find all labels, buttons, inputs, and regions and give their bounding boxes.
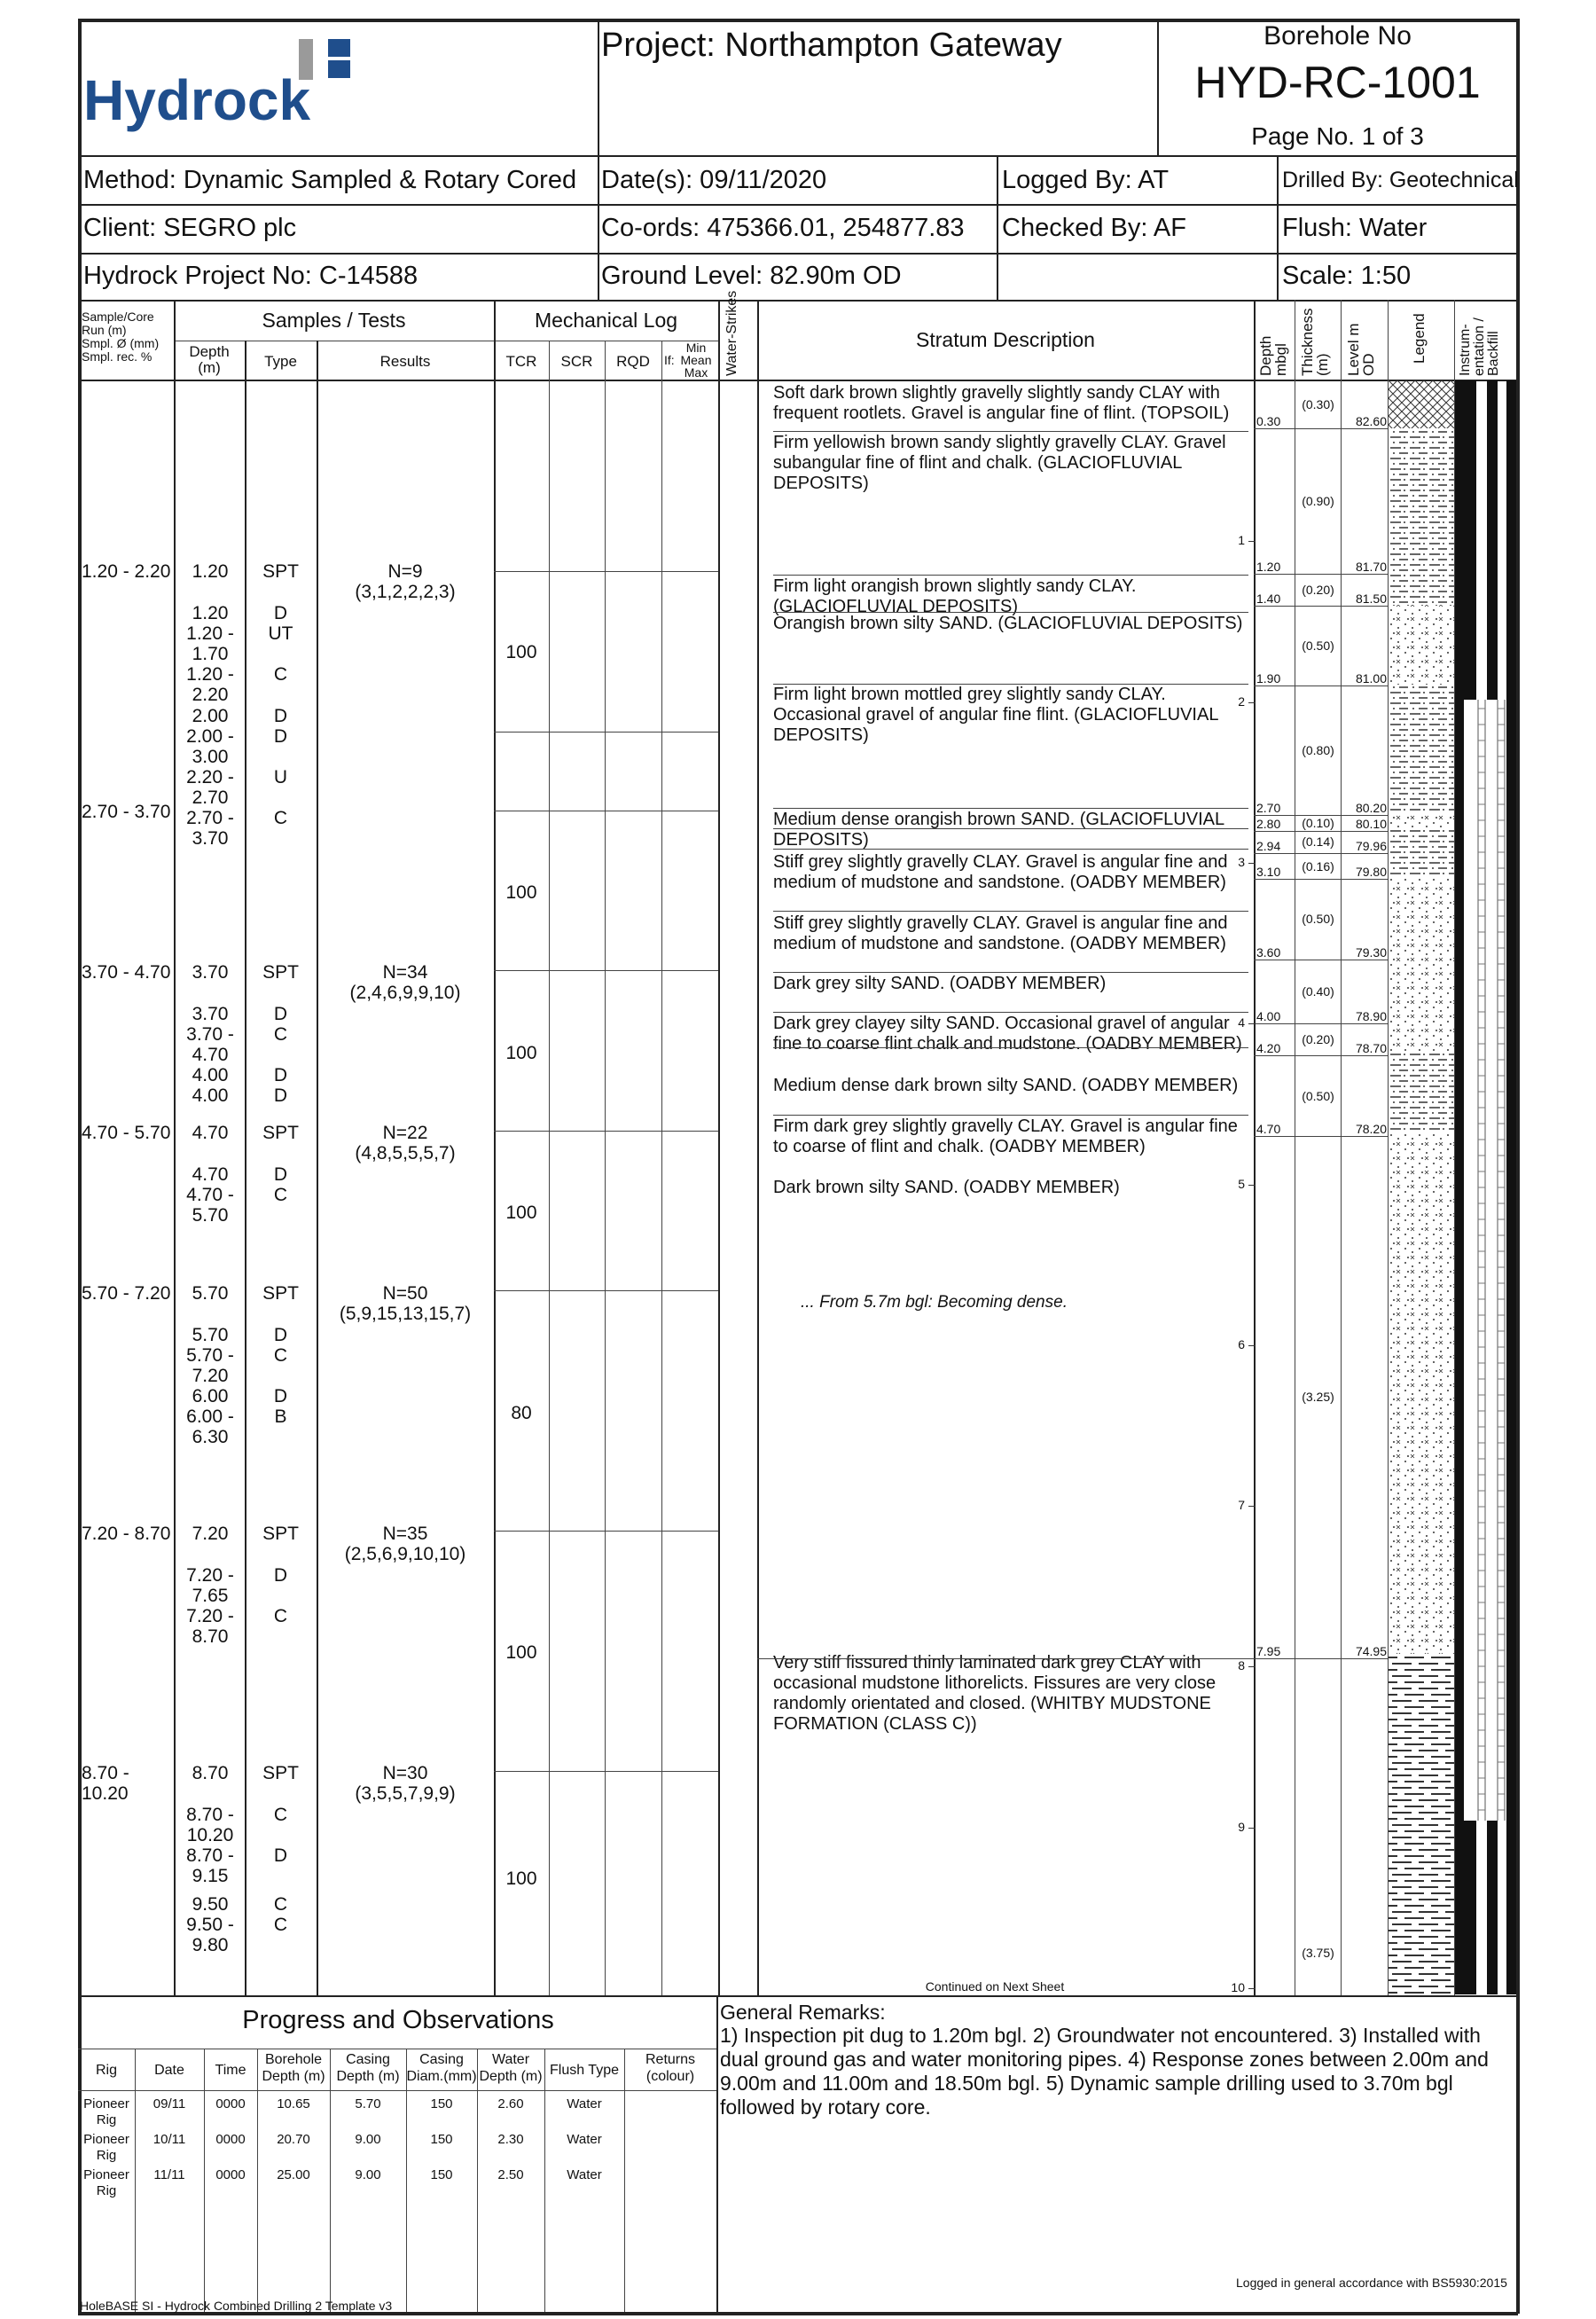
stratum-thickness: (0.20): [1302, 1032, 1334, 1047]
sample-type: D: [273, 726, 288, 747]
sample-result-blows: (3,5,5,7,9,9): [355, 1783, 456, 1804]
sample-result: N=9: [387, 561, 423, 582]
stratum-depth: 7.95: [1256, 1644, 1281, 1659]
stratum-description: Firm dark grey slightly gravelly CLAY. Gravel is angular fine to coarse of flint and chalk. (OADBY MEMBER): [773, 1116, 1238, 1156]
progress-cell: 20.70: [277, 2132, 310, 2147]
sample-depth: 4.00: [192, 1085, 229, 1106]
sample-type: C: [273, 664, 288, 685]
sample-type: D: [273, 1164, 288, 1185]
run-range: 7.20 - 8.70: [82, 1524, 171, 1544]
sample-type: D: [273, 1386, 288, 1406]
sample-type: SPT: [262, 962, 299, 983]
stratum-thickness: (0.14): [1302, 834, 1334, 850]
progress-cell: 150: [430, 2132, 453, 2147]
tcr-value: 80: [511, 1403, 532, 1423]
col-scr: SCR: [560, 353, 593, 370]
sample-type: C: [273, 1805, 288, 1825]
sample-depth: 3.00: [192, 747, 229, 767]
run-range: 1.20 - 2.20: [82, 561, 171, 582]
progress-cell: 10/11: [153, 2132, 186, 2147]
sample-depth: 4.00: [192, 1065, 229, 1085]
col-sample-core-3: Smpl. Ø (mm): [82, 336, 160, 350]
sample-depth: 7.20 -: [186, 1565, 234, 1586]
col-mean: Mean: [680, 353, 712, 367]
drilled-by: Drilled By: Geotechnical: [1282, 168, 1519, 192]
progress-cell: 10.65: [277, 2096, 310, 2111]
col-sample-core-2: Run (m): [82, 323, 127, 337]
depth-tick: [1248, 1345, 1256, 1346]
ground-level: Ground Level: 82.90m OD: [601, 262, 902, 290]
col-results: Results: [379, 353, 431, 370]
run-range: 2.70 - 3.70: [82, 802, 171, 822]
depth-tick: [1248, 541, 1256, 542]
sample-type: D: [273, 603, 288, 623]
stratum-level: 81.50: [1355, 591, 1387, 606]
sample-type: C: [273, 1185, 288, 1205]
stratum-level: 79.30: [1355, 944, 1387, 960]
progress-cell: 0000: [215, 2167, 246, 2182]
sample-type: D: [273, 1565, 288, 1586]
stratum-divider: [773, 911, 1248, 912]
stratum-description: Stiff grey slightly gravelly CLAY. Gravel is angular fine and medium of mudstone and sandstone. (OADBY MEMBER): [773, 913, 1228, 953]
stratum-depth: 1.90: [1256, 671, 1281, 686]
col-sample-core-4: Smpl. rec. %: [82, 349, 153, 364]
sample-depth: 2.00 -: [186, 726, 234, 747]
col-legend: Legend: [1411, 313, 1428, 364]
depth-tick-label: 3: [1238, 854, 1245, 869]
stratum-boundary: [1254, 428, 1388, 429]
stratum-depth: 1.20: [1256, 559, 1281, 574]
stratum-description: Soft dark brown slightly gravelly slightly sandy CLAY with frequent rootlets. Gravel is angular fine of flint. (TOPSOIL): [773, 383, 1230, 423]
col-thickness: Thickness (m): [1299, 308, 1331, 376]
client: Client: SEGRO plc: [83, 214, 297, 242]
sample-depth: 4.70: [192, 1045, 229, 1065]
sample-type: SPT: [262, 561, 299, 582]
stratum-description: Medium dense dark brown silty SAND. (OADBY MEMBER): [773, 1076, 1239, 1095]
run-range: 3.70 - 4.70: [82, 962, 171, 983]
stratum-divider: [773, 849, 1248, 850]
stratum-level: 78.70: [1355, 1041, 1387, 1056]
logo-text: Hydrock: [83, 68, 311, 132]
tcr-value: 100: [505, 1642, 537, 1663]
col-stratum: Stratum Description: [916, 328, 1095, 351]
sample-type: D: [273, 1085, 288, 1106]
sample-depth: 3.70 -: [186, 1024, 234, 1045]
progress-title: Progress and Observations: [242, 2006, 554, 2034]
stratum-thickness: (0.10): [1302, 815, 1334, 830]
depth-tick-label: 8: [1238, 1658, 1245, 1673]
sample-type: B: [274, 1406, 287, 1427]
tcr-value: 100: [505, 882, 537, 903]
progress-header: Returns (colour): [645, 2052, 696, 2084]
stratum-level: 78.20: [1355, 1122, 1387, 1137]
progress-header: Water Depth (m): [479, 2052, 543, 2084]
col-mechanical-log: Mechanical Log: [534, 309, 678, 332]
stratum-description: Medium dense orangish brown SAND. (GLACIOFLUVIAL DEPOSITS): [773, 810, 1224, 850]
logo-blue-block-bottom: [328, 60, 350, 78]
stratum-description: Firm yellowish brown sandy slightly gravelly CLAY. Gravel subangular fine of flint and chalk. (GLACIOFLUVIAL DEPOSITS): [773, 433, 1226, 493]
stratum-depth: 2.70: [1256, 800, 1281, 815]
stratum-divider: [773, 575, 1248, 576]
depth-tick: [1248, 1023, 1256, 1024]
depth-tick: [1248, 702, 1256, 703]
project-no: Hydrock Project No: C-14588: [83, 262, 419, 290]
sample-depth: 9.80: [192, 1935, 229, 1955]
sample-type: C: [273, 1894, 288, 1915]
stratum-description: Firm light orangish brown slightly sandy CLAY. (GLACIOFLUVIAL DEPOSITS): [773, 576, 1137, 616]
sample-result: N=34: [382, 962, 428, 983]
stratum-boundary: [1254, 831, 1388, 832]
stratum-level: 80.10: [1355, 816, 1387, 831]
progress-header: Time: [215, 2063, 246, 2078]
depth-tick-label: 7: [1238, 1498, 1245, 1513]
stratum-description: Very stiff fissured thinly laminated dark grey CLAY with occasional mudstone lithorelicts. Fissures are very close randomly orientated and closed. (WHITBY MUDSTONE FORMATION (CLASS C)): [773, 1653, 1217, 1734]
sample-depth: 6.00: [192, 1386, 229, 1406]
sample-depth: 10.20: [186, 1825, 234, 1845]
sample-result: N=22: [382, 1123, 428, 1143]
stratum-level: 78.90: [1355, 1009, 1387, 1024]
depth-tick-label: 4: [1238, 1015, 1245, 1030]
depth-tick: [1248, 1988, 1256, 1989]
stratum-thickness: (3.25): [1302, 1389, 1334, 1404]
sample-result-blows: (3,1,2,2,2,3): [355, 582, 456, 602]
col-if: If:: [664, 353, 675, 367]
progress-header: Rig: [95, 2063, 117, 2078]
stratum-depth: 4.20: [1256, 1041, 1281, 1056]
progress-cell: 2.60: [497, 2096, 524, 2111]
instrumentation-column: [1455, 380, 1516, 1994]
stratum-thickness: (0.50): [1302, 639, 1334, 654]
sample-depth: 6.30: [192, 1427, 229, 1447]
stratum-depth: 3.10: [1256, 865, 1281, 880]
sample-type: C: [273, 1024, 288, 1045]
progress-cell: 9.00: [355, 2167, 381, 2182]
stratum-thickness: (0.80): [1302, 742, 1334, 757]
run-range: 4.70 - 5.70: [82, 1123, 171, 1143]
col-depth: Depth (m): [189, 343, 230, 376]
continued-note: Continued on Next Sheet: [925, 1979, 1065, 1994]
sample-depth: 8.70 -: [186, 1845, 234, 1866]
project-title: Project: Northampton Gateway: [601, 27, 1062, 64]
stratum-depth: 0.30: [1256, 414, 1281, 429]
stratum-description: Dark grey silty SAND. (OADBY MEMBER): [773, 974, 1107, 993]
sample-depth: 2.20: [192, 685, 229, 705]
stratum-level: 74.95: [1355, 1644, 1387, 1659]
depth-tick: [1248, 1506, 1256, 1507]
sample-depth: 8.70: [192, 1626, 229, 1647]
stratum-depth: 3.60: [1256, 944, 1281, 960]
sample-type: C: [273, 808, 288, 828]
sample-depth: 3.70: [192, 962, 229, 983]
accordance-note: Logged in general accordance with BS5930:2015: [1236, 2276, 1507, 2290]
stratum-divider: [773, 612, 1248, 613]
sample-depth: 3.70: [192, 1004, 229, 1024]
progress-header: Flush Type: [550, 2063, 619, 2078]
progress-cell: Water: [567, 2096, 602, 2111]
sample-type: SPT: [262, 1763, 299, 1783]
depth-tick-label: 5: [1238, 1176, 1245, 1191]
sample-depth: 2.00: [192, 706, 229, 726]
stratum-divider: [773, 972, 1248, 973]
stratum-divider: [757, 1658, 1254, 1659]
progress-header: Casing Depth (m): [336, 2052, 400, 2084]
sample-depth: 8.70 -: [186, 1805, 234, 1825]
progress-cell: 0000: [215, 2132, 246, 2147]
sample-type: SPT: [262, 1283, 299, 1304]
stratum-description: Dark grey clayey silty SAND. Occasional gravel of angular fine to coarse flint chalk and mudstone. (OADBY MEMBER): [773, 1014, 1242, 1054]
sample-depth: 2.70 -: [186, 808, 234, 828]
sample-result-blows: (2,5,6,9,10,10): [344, 1544, 466, 1564]
sample-depth: 8.70: [192, 1763, 229, 1783]
col-tcr: TCR: [505, 353, 537, 370]
stratum-level: 82.60: [1355, 414, 1387, 429]
sample-result: N=50: [382, 1283, 428, 1304]
stratum-depth: 4.70: [1256, 1122, 1281, 1137]
stratum-description: Stiff grey slightly gravelly CLAY. Gravel is angular fine and medium of mudstone and sandstone. (OADBY MEMBER): [773, 852, 1228, 892]
col-depth-mbgl: Depth mbgl: [1257, 335, 1289, 376]
coords: Co-ords: 475366.01, 254877.83: [601, 214, 965, 242]
sample-type: C: [273, 1345, 288, 1366]
sample-depth: 1.70: [192, 644, 229, 664]
sample-result: N=30: [382, 1763, 428, 1783]
progress-cell: Pioneer Rig: [83, 2132, 129, 2163]
sample-result: N=35: [382, 1524, 428, 1544]
sample-type: D: [273, 1004, 288, 1024]
progress-cell: 2.50: [497, 2167, 524, 2182]
sample-type: U: [273, 767, 288, 787]
sample-depth: 4.70 -: [186, 1185, 234, 1205]
stratum-level: 81.70: [1355, 559, 1387, 574]
sample-depth: 1.20 -: [186, 664, 234, 685]
sample-depth: 3.70: [192, 828, 229, 849]
sample-depth: 5.70 -: [186, 1345, 234, 1366]
template-name: HoleBASE SI - Hydrock Combined Drilling 2 Template v3: [80, 2299, 393, 2313]
borehole-label: Borehole No: [1264, 21, 1412, 51]
sample-depth: 7.20: [192, 1366, 229, 1386]
stratum-level: 79.96: [1355, 839, 1387, 854]
progress-cell: 09/11: [153, 2096, 186, 2111]
col-type: Type: [264, 353, 297, 370]
stratum-divider: [773, 828, 1248, 829]
sample-result-blows: (2,4,6,9,9,10): [349, 983, 461, 1003]
stratum-boundary: [1254, 1136, 1388, 1137]
progress-cell: Pioneer Rig: [83, 2096, 129, 2127]
sample-depth: 4.70: [192, 1164, 229, 1185]
depth-tick: [1248, 1666, 1256, 1667]
col-rqd: RQD: [616, 353, 650, 370]
tcr-value: 100: [505, 642, 537, 662]
run-range: 8.70 -: [82, 1763, 129, 1783]
stratum-divider: [773, 1115, 1248, 1116]
sample-type: D: [273, 1325, 288, 1345]
remarks-text: 1) Inspection pit dug to 1.20m bgl. 2) Groundwater not encountered. 3) Installed with dual ground gas and water monitoring pipes. 4) Response zones between 2.00m and 9.00m and 11.00m and 18.50m bgl. 5) Dynamic sample drilling used to 3.70m bgl followed by rotary core.: [720, 2024, 1489, 2119]
progress-cell: Water: [567, 2167, 602, 2182]
depth-tick-label: 6: [1238, 1336, 1245, 1351]
depth-tick-label: 1: [1238, 533, 1245, 548]
stratum-thickness: (0.20): [1302, 582, 1334, 597]
depth-tick-label: 10: [1231, 1980, 1245, 1994]
progress-col-divider: [624, 2049, 625, 2312]
stratum-boundary: [1254, 1658, 1388, 1659]
sample-depth: 7.65: [192, 1586, 229, 1606]
depth-tick-label: 9: [1238, 1819, 1245, 1834]
col-sample-core-1: Sample/Core: [82, 309, 154, 324]
col-min: Min: [685, 341, 707, 355]
progress-cell: 11/11: [153, 2167, 185, 2182]
stratum-thickness: (0.40): [1302, 983, 1334, 999]
stratum-divider: [773, 684, 1248, 685]
sample-depth: 6.00 -: [186, 1406, 234, 1427]
stratum-boundary: [1254, 574, 1388, 575]
sample-depth: 5.70: [192, 1205, 229, 1226]
sample-depth: 1.20: [192, 561, 229, 582]
sample-result-blows: (4,8,5,5,5,7): [355, 1143, 456, 1163]
sample-type: SPT: [262, 1524, 299, 1544]
sample-type: UT: [268, 623, 293, 644]
tcr-value: 100: [505, 1043, 537, 1063]
progress-cell: 0000: [215, 2096, 246, 2111]
logo-blue-block-top: [328, 39, 350, 57]
stratum-level: 81.00: [1355, 671, 1387, 686]
stratum-depth: 4.00: [1256, 1009, 1281, 1024]
stratum-boundary: [1254, 1023, 1388, 1024]
progress-cell: 25.00: [277, 2167, 310, 2182]
stratum-description: Orangish brown silty SAND. (GLACIOFLUVIAL DEPOSITS): [773, 614, 1243, 633]
sample-type: D: [273, 1065, 288, 1085]
progress-cell: 150: [430, 2167, 453, 2182]
stratum-divider: [773, 1047, 1248, 1048]
stratum-divider: [773, 1012, 1248, 1013]
stratum-thickness: (0.50): [1302, 1088, 1334, 1103]
progress-cell: 150: [430, 2096, 453, 2111]
logged-by: Logged By: AT: [1002, 166, 1170, 194]
legend-column: [1389, 380, 1454, 1994]
stratum-thickness: (0.30): [1302, 397, 1334, 412]
checked-by: Checked By: AF: [1002, 214, 1186, 242]
sample-depth: 7.20: [192, 1524, 229, 1544]
progress-header: Date: [154, 2063, 184, 2078]
sample-result-blows: (5,9,15,13,15,7): [339, 1304, 472, 1324]
run-range: 10.20: [82, 1783, 129, 1804]
col-water-strikes: Water-Strikes: [724, 290, 739, 376]
stratum-boundary: [1254, 853, 1388, 854]
sample-type: D: [273, 706, 288, 726]
borehole-id: HYD-RC-1001: [1194, 58, 1481, 107]
progress-cell: 9.00: [355, 2132, 381, 2147]
sample-depth: 4.70: [192, 1123, 229, 1143]
sample-depth: 5.70: [192, 1325, 229, 1345]
col-instrumentation: Instrum-entation / Backfill: [1458, 317, 1501, 376]
stratum-thickness: (3.75): [1302, 1946, 1334, 1961]
progress-header: Casing Diam.(mm): [406, 2052, 477, 2084]
sample-type: D: [273, 1845, 288, 1866]
sample-depth: 2.70: [192, 787, 229, 808]
progress-cell: 5.70: [355, 2096, 381, 2111]
sample-depth: 9.15: [192, 1866, 229, 1886]
progress-cell: Water: [567, 2132, 602, 2147]
stratum-thickness: (0.90): [1302, 493, 1334, 508]
stratum-divider: [773, 431, 1248, 432]
tcr-value: 100: [505, 1203, 537, 1223]
depth-tick: [1248, 1185, 1256, 1186]
tcr-value: 100: [505, 1869, 537, 1889]
stratum-description: Dark brown silty SAND. (OADBY MEMBER): [773, 1178, 1120, 1197]
method: Method: Dynamic Sampled & Rotary Cored: [83, 166, 577, 194]
sample-depth: 9.50 -: [186, 1915, 234, 1935]
progress-cell: 2.30: [497, 2132, 524, 2147]
sample-depth: 9.50: [192, 1894, 229, 1915]
stratum-thickness: (0.16): [1302, 858, 1334, 874]
sample-depth: 1.20: [192, 603, 229, 623]
depth-tick: [1248, 1828, 1256, 1829]
page-number: Page No. 1 of 3: [1251, 122, 1424, 150]
sample-type: C: [273, 1606, 288, 1626]
col-samples-tests: Samples / Tests: [262, 309, 406, 332]
dates: Date(s): 09/11/2020: [601, 166, 827, 194]
note-becoming-dense: ... From 5.7m bgl: Becoming dense.: [801, 1293, 1068, 1312]
progress-cell: Pioneer Rig: [83, 2167, 129, 2198]
sample-depth: 2.20 -: [186, 767, 234, 787]
stratum-level: 80.20: [1355, 800, 1387, 815]
stratum-description: Firm light brown mottled grey slightly sandy CLAY. Occasional gravel of angular fine flint. (GLACIOFLUVIAL DEPOSITS): [773, 685, 1218, 745]
sample-depth: 7.20 -: [186, 1606, 234, 1626]
progress-header: Borehole Depth (m): [262, 2052, 325, 2084]
remarks-title: General Remarks:: [720, 2001, 886, 2024]
stratum-depth: 1.40: [1256, 591, 1281, 606]
stratum-thickness: (0.50): [1302, 912, 1334, 927]
depth-tick-label: 2: [1238, 693, 1245, 709]
stratum-depth: 2.94: [1256, 839, 1281, 854]
col-max: Max: [684, 365, 708, 380]
run-range: 5.70 - 7.20: [82, 1283, 171, 1304]
depth-tick: [1248, 863, 1256, 864]
stratum-depth: 2.80: [1256, 816, 1281, 831]
stratum-boundary: [1254, 1055, 1388, 1056]
sample-depth: 1.20 -: [186, 623, 234, 644]
sample-depth: 5.70: [192, 1283, 229, 1304]
stratum-divider: [773, 808, 1248, 809]
sample-type: SPT: [262, 1123, 299, 1143]
stratum-boundary: [1254, 879, 1388, 880]
stratum-level: 79.80: [1355, 865, 1387, 880]
stratum-boundary: [1254, 606, 1388, 607]
flush: Flush: Water: [1282, 214, 1428, 242]
sample-type: C: [273, 1915, 288, 1935]
scale: Scale: 1:50: [1282, 262, 1412, 290]
col-level: Level m OD: [1345, 323, 1377, 376]
